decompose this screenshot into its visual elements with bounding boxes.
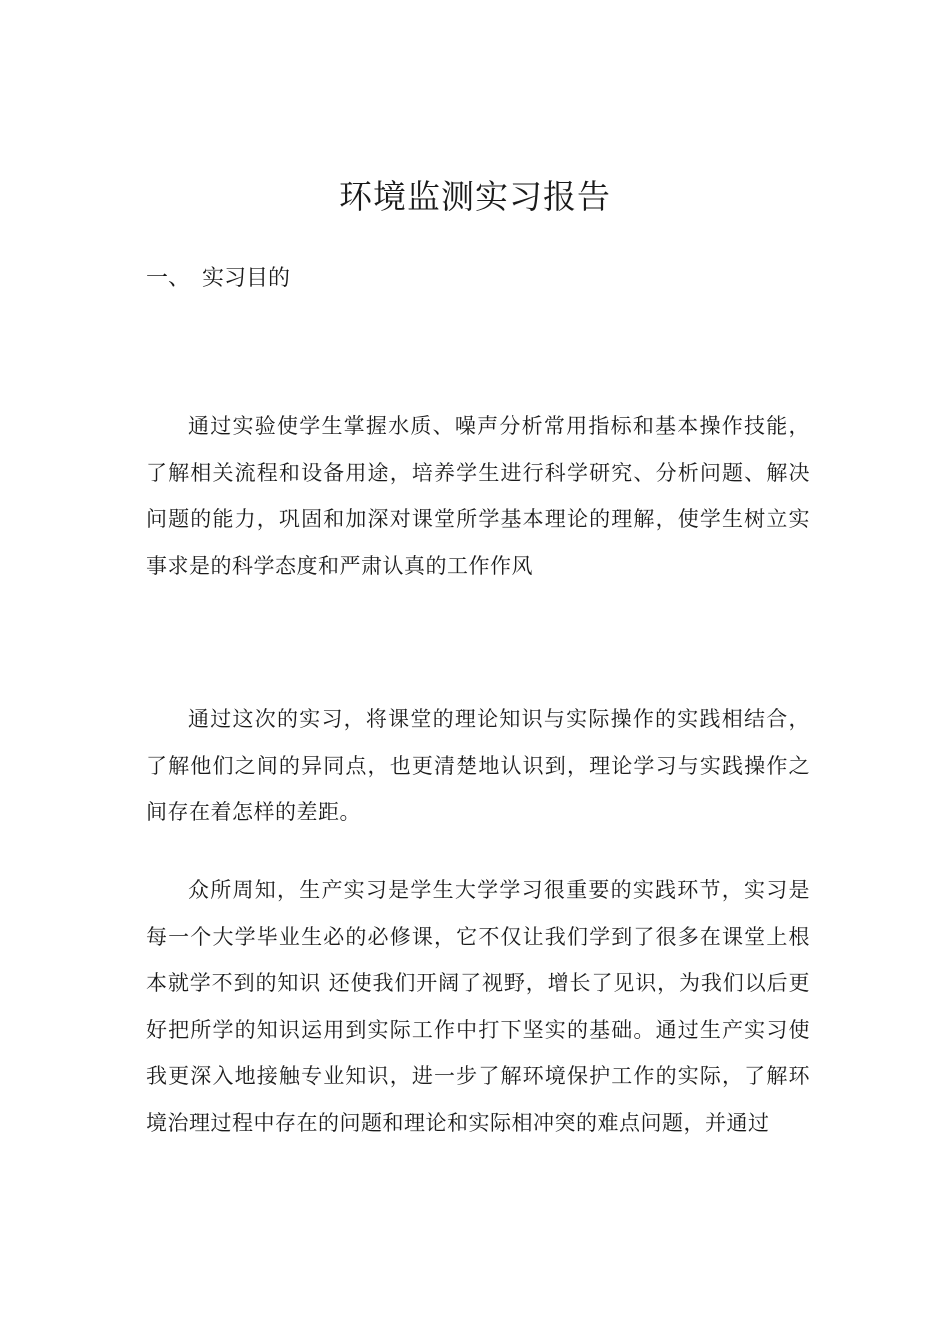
body-paragraph: 通过实验使学生掌握水质、噪声分析常用指标和基本操作技能，了解相关流程和设备用途，培养学生进行科学研究、分析问题、解决问题的能力，巩固和加深对课堂所学基本理论的理解，使学生树立实事求是的科学态度和严肃认真的工作作风	[146, 414, 810, 578]
body-paragraph: 众所周知，生产实习是学生大学学习很重要的实践环节，实习是每一个大学毕业生必的必修课，它不仅让我们学到了很多在课堂上根本就学不到的知识 还使我们开阔了视野，增长了见识，为我们以后更好把所学的知识运用到实际工作中打下坚实的基础。通过生产实习使我更深入地接触专业知识，进一步了解环境保护工作的实际，了解环境治理过程中存在的问题和理论和实际相冲突的难点问题，并通过	[146, 878, 810, 1135]
document-title: 环境监测实习报告	[339, 177, 611, 216]
body-paragraph: 通过这次的实习，将课堂的理论知识与实际操作的实践相结合，了解他们之间的异同点，也更清楚地认识到，理论学习与实践操作之间存在着怎样的差距。	[146, 707, 810, 824]
section-heading-text: 实习目的	[202, 266, 291, 291]
section-number: 一、	[146, 266, 191, 291]
section-heading	[146, 262, 290, 296]
